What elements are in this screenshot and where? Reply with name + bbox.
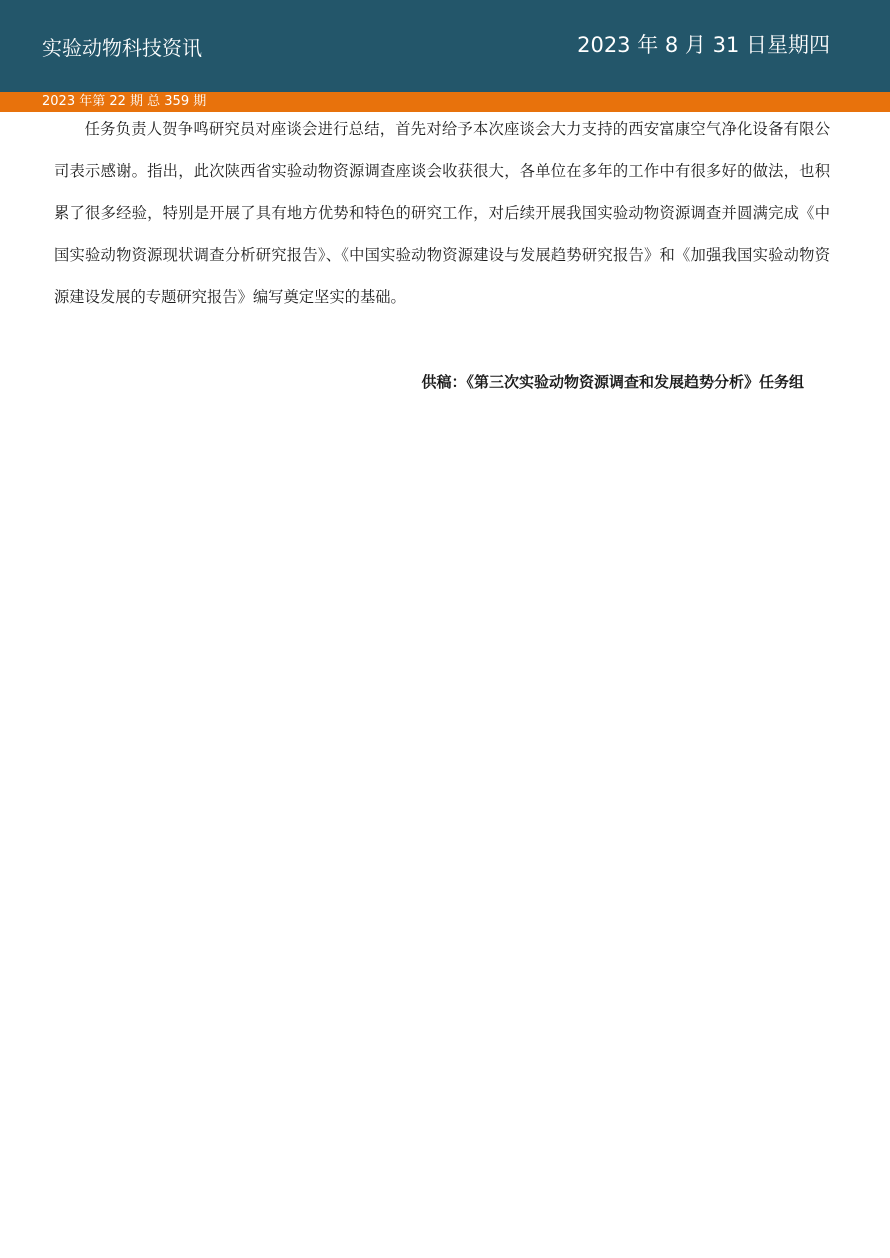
article-paragraph: 任务负责人贺争鸣研究员对座谈会进行总结，首先对给予本次座谈会大力支持的西安富康空气净化设备有限公司表示感谢。指出，此次陕西省实验动物资源调查座谈会收获很大，各单位在多年的工作中有很多好的做法，也积累了很多经验，特别是开展了具有地方优势和特色的研究工作，对后续开展我国实验动物资源调查并圆满完成《中国实验动物资源现状调查分析研究报告》、《中国实验动物资源建设与发展趋势研究报告》和《加强我国实验动物资源建设发展的专题研究报告》编写奠定坚实的基础。 [54,120,830,306]
publication-title: 实验动物科技资讯 [42,36,202,60]
issue-number: 2023 年第 22 期 总 359 期 [42,94,207,109]
article-body [54,108,830,318]
article-credit: 供稿：《第三次实验动物资源调查和发展趋势分析》任务组 [421,373,804,391]
publication-date: 2023 年 8 月 31 日星期四 [577,33,830,57]
header-band [0,0,890,92]
